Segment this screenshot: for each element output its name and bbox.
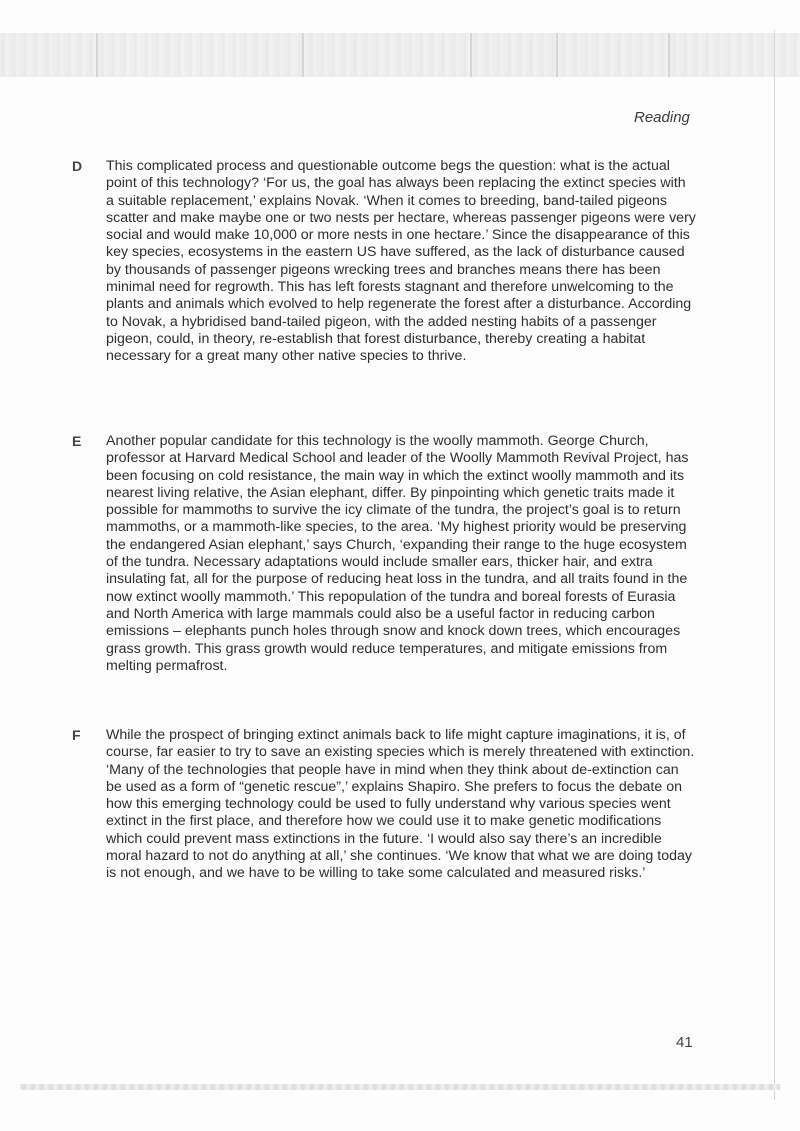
scan-artifact-band [0, 33, 800, 77]
scan-notch [302, 33, 304, 77]
paragraph-e [72, 433, 712, 675]
page-edge-line [774, 30, 775, 1100]
scan-notch [668, 33, 670, 77]
paragraph-letter: E [72, 433, 82, 449]
paragraph-d [72, 158, 712, 366]
paragraph-text: This complicated process and questionable outcome begs the question: what is the actual point of this technology? ‘For us, the goal has always been replacing the extinct species with a suitable replacement,’ explains Novak. ‘When it comes to breeding, band-tailed pigeons scatter and make maybe one or two nests per hectare, whereas passenger pigeons were very social and would make 10,000 or more nests in one hectare.’ Since the disappearance of this key species, ecosystems in the eastern US have suffered, as the lack of disturbance caused by thousands of passenger pigeons wrecking trees and branches means there has been minimal need for regrowth. This has left forests stagnant and therefore unwelcoming to the plants and animals which evolved to help regenerate the forest after a disturbance. According to Novak, a hybridised band-tailed pigeon, with the added nesting habits of a passenger pigeon, could, in theory, re-establish that forest disturbance, thereby creating a habitat necessary for a great many other native species to thrive. [106, 158, 696, 365]
scan-notch [470, 33, 472, 77]
paragraph-letter: F [72, 727, 81, 743]
section-header: Reading [634, 109, 690, 126]
paragraph-f [72, 727, 712, 883]
paragraph-text: While the prospect of bringing extinct animals back to life might capture imaginations, it is, of course, far easier to try to save an existing species which is merely threatened with extinction. ‘Many of the technologies that people have in mind when they think about de-extinction can be used as a form of “genetic rescue”,’ explains Shapiro. She prefers to focus the debate on how this emerging technology could be used to fully understand why various species went extinct in the first place, and therefore how we could use it to make genetic modifications which could prevent mass extinctions in the future. ‘I would also say there’s an incredible moral hazard to not do anything at all,’ she continues. ‘We know that what we are doing today is not enough, and we have to be willing to take some calculated and measured risks.’ [106, 727, 695, 882]
paragraph-text: Another popular candidate for this technology is the woolly mammoth. George Church, professor at Harvard Medical School and leader of the Woolly Mammoth Revival Project, has been focusing on cold resistance, the main way in which the extinct woolly mammoth and its nearest living relative, the Asian elephant, differ. By pinpointing which genetic traits made it possible for mammoths to survive the icy climate of the tundra, the project’s goal is to return mammoths, or a mammoth-like species, to the area. ‘My highest priority would be preserving the endangered Asian elephant,’ says Church, ‘expanding their range to the huge ecosystem of the tundra. Necessary adaptations would include smaller ears, thicker hair, and extra insulating fat, all for the purpose of reducing heat loss in the tundra, and all traits found in the now extinct woolly mammoth.’ This repopulation of the tundra and boreal forests of Eurasia and North America with large mammals could also be a useful factor in reducing carbon emissions – elephants punch holes through snow and knock down trees, which encourages grass growth. This grass growth would reduce temperatures, and mitigate emissions from melting permafrost. [106, 433, 689, 674]
scan-artifact-bottom [20, 1084, 780, 1090]
scan-notch [96, 33, 98, 77]
paragraph-letter: D [72, 158, 83, 174]
scan-notch [556, 33, 558, 77]
page-number: 41 [676, 1034, 693, 1051]
